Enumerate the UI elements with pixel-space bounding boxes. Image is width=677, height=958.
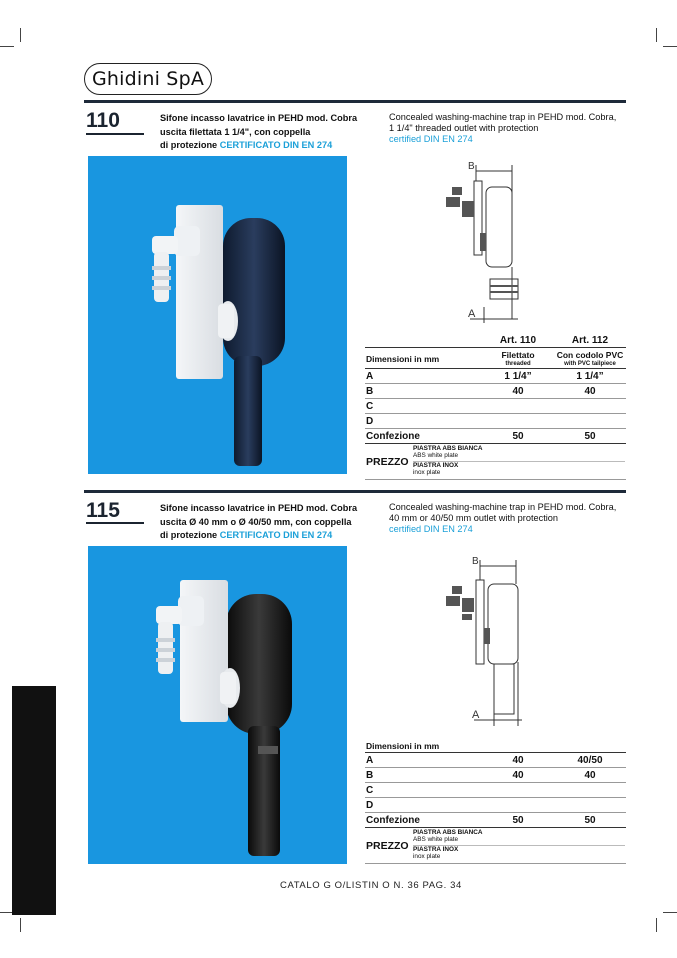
price-option-abs — [413, 829, 625, 846]
product-photo — [88, 546, 347, 864]
desc-it-line: uscita filettata 1 1/4", con coppella — [160, 126, 311, 137]
price-option-inox — [413, 462, 625, 476]
col-type-1 — [483, 350, 553, 367]
dim-label: Dimensioni in mm — [366, 741, 440, 751]
crop-mark — [656, 918, 657, 932]
dimension-drawing — [432, 157, 552, 327]
crop-mark — [656, 28, 657, 42]
article-code-underline — [86, 133, 144, 135]
side-tab — [12, 686, 56, 915]
desc-it-line: Sifone incasso lavatrice in PEHD mod. Cobra — [160, 113, 358, 123]
brand-logo-text: Ghidini SpA — [91, 68, 205, 90]
row-value: 40 — [512, 755, 524, 766]
row-value: 40 — [584, 386, 596, 397]
col-art-1: Art. 110 — [499, 335, 537, 346]
price-block — [365, 444, 626, 480]
certification-label: CERTIFICATO DIN EN 274 — [219, 140, 333, 150]
price-label: PREZZO — [366, 840, 409, 852]
spec-header-row — [365, 335, 626, 348]
row-value: 40/50 — [577, 755, 603, 766]
row-label: B — [366, 386, 374, 397]
row-value: 40 — [512, 386, 524, 397]
desc-it-line: Sifone incasso lavatrice in PEHD mod. Cobra — [160, 503, 358, 513]
row-value: 50 — [512, 815, 524, 826]
brand-logo — [84, 63, 212, 95]
row-value: 1 1/4” — [576, 371, 604, 382]
desc-it-line: uscita Ø 40 mm o Ø 40/50 mm, con coppella — [160, 516, 352, 527]
row-value: 40 — [584, 770, 596, 781]
option-en: ABS white plate — [413, 452, 459, 460]
col-art-2: Art. 112 — [571, 335, 609, 346]
table-row — [365, 753, 626, 768]
row-value: 50 — [512, 431, 524, 442]
dim-label-b: B — [472, 556, 479, 567]
description-italian — [160, 112, 375, 153]
description-english — [389, 502, 634, 536]
dim-label-b: B — [468, 161, 475, 172]
desc-en-line: Concealed washing-machine trap in PEHD mod. Cobra, — [389, 502, 617, 512]
desc-en-line: 40 mm or 40/50 mm outlet with protection — [389, 513, 559, 524]
section-rule — [84, 490, 626, 493]
spec-type-row — [365, 348, 626, 369]
price-option-inox — [413, 846, 625, 860]
col-type-2-en: with PVC tailpiece — [564, 361, 616, 367]
desc-it-prefix: di protezione — [160, 140, 220, 150]
option-it: PIASTRA INOX — [413, 846, 459, 853]
description-english — [389, 112, 634, 146]
row-value: 1 1/4” — [504, 371, 532, 382]
article-code: 115 — [86, 499, 120, 522]
price-option-abs — [413, 445, 625, 462]
option-it: PIASTRA ABS BIANCA — [413, 829, 483, 836]
certification-label-en: certified DIN EN 274 — [389, 524, 473, 535]
row-value: 40 — [512, 770, 524, 781]
dim-label-a: A — [472, 709, 480, 721]
crop-mark — [20, 28, 21, 42]
description-italian — [160, 502, 375, 543]
dimension-drawing — [434, 550, 554, 730]
option-it: PIASTRA ABS BIANCA — [413, 445, 483, 452]
certification-label: CERTIFICATO DIN EN 274 — [219, 530, 333, 540]
table-row — [365, 813, 626, 828]
option-en: inox plate — [413, 469, 441, 477]
table-row — [365, 783, 626, 798]
certification-label-en: certified DIN EN 274 — [389, 134, 473, 145]
row-label: Confezione — [366, 815, 420, 826]
table-row — [365, 414, 626, 429]
dim-label: Dimensioni in mm — [366, 354, 440, 364]
desc-it-prefix: di protezione — [160, 530, 220, 540]
row-label: B — [366, 770, 374, 781]
row-label: Confezione — [366, 431, 420, 442]
col-type-2-it: Con codolo PVC — [556, 350, 624, 360]
spec-table — [365, 739, 626, 864]
spec-type-row — [365, 739, 626, 753]
spec-table — [365, 335, 626, 480]
table-row — [365, 399, 626, 414]
price-label: PREZZO — [366, 456, 409, 468]
desc-it-line — [160, 529, 375, 543]
table-row — [365, 768, 626, 783]
siphon-illustration — [88, 156, 347, 474]
option-en: ABS white plate — [413, 836, 459, 844]
crop-mark — [663, 46, 677, 47]
desc-en-line: Concealed washing-machine trap in PEHD mod. Cobra, — [389, 112, 617, 122]
page-footer: CATALO G O/LISTIN O N. 36 PAG. 34 — [280, 880, 462, 891]
row-value: 50 — [584, 815, 596, 826]
row-label: A — [366, 371, 374, 382]
technical-drawing — [432, 157, 552, 327]
crop-mark — [663, 912, 677, 913]
product-photo — [88, 156, 347, 474]
row-value: 50 — [584, 431, 596, 442]
row-label: C — [366, 401, 374, 412]
desc-en-line: 1 1/4" threaded outlet with protection — [389, 123, 539, 134]
col-type-1-it: Filettato — [501, 350, 535, 360]
crop-mark — [20, 918, 21, 932]
price-block — [365, 828, 626, 864]
desc-it-line — [160, 139, 375, 153]
option-it: PIASTRA INOX — [413, 462, 459, 469]
table-row — [365, 384, 626, 399]
siphon-illustration — [88, 546, 347, 864]
table-row — [365, 369, 626, 384]
col-type-1-en: threaded — [505, 361, 531, 367]
row-label: C — [366, 785, 374, 796]
row-label: D — [366, 800, 374, 811]
row-label: D — [366, 416, 374, 427]
technical-drawing — [434, 550, 554, 730]
row-label: A — [366, 755, 374, 766]
section-rule — [84, 100, 626, 103]
option-en: inox plate — [413, 853, 441, 861]
article-code: 110 — [86, 109, 120, 132]
dim-label-a: A — [468, 308, 476, 320]
table-row — [365, 798, 626, 813]
crop-mark — [0, 46, 14, 47]
col-type-2 — [555, 350, 625, 367]
article-code-underline — [86, 522, 144, 524]
table-row — [365, 429, 626, 444]
